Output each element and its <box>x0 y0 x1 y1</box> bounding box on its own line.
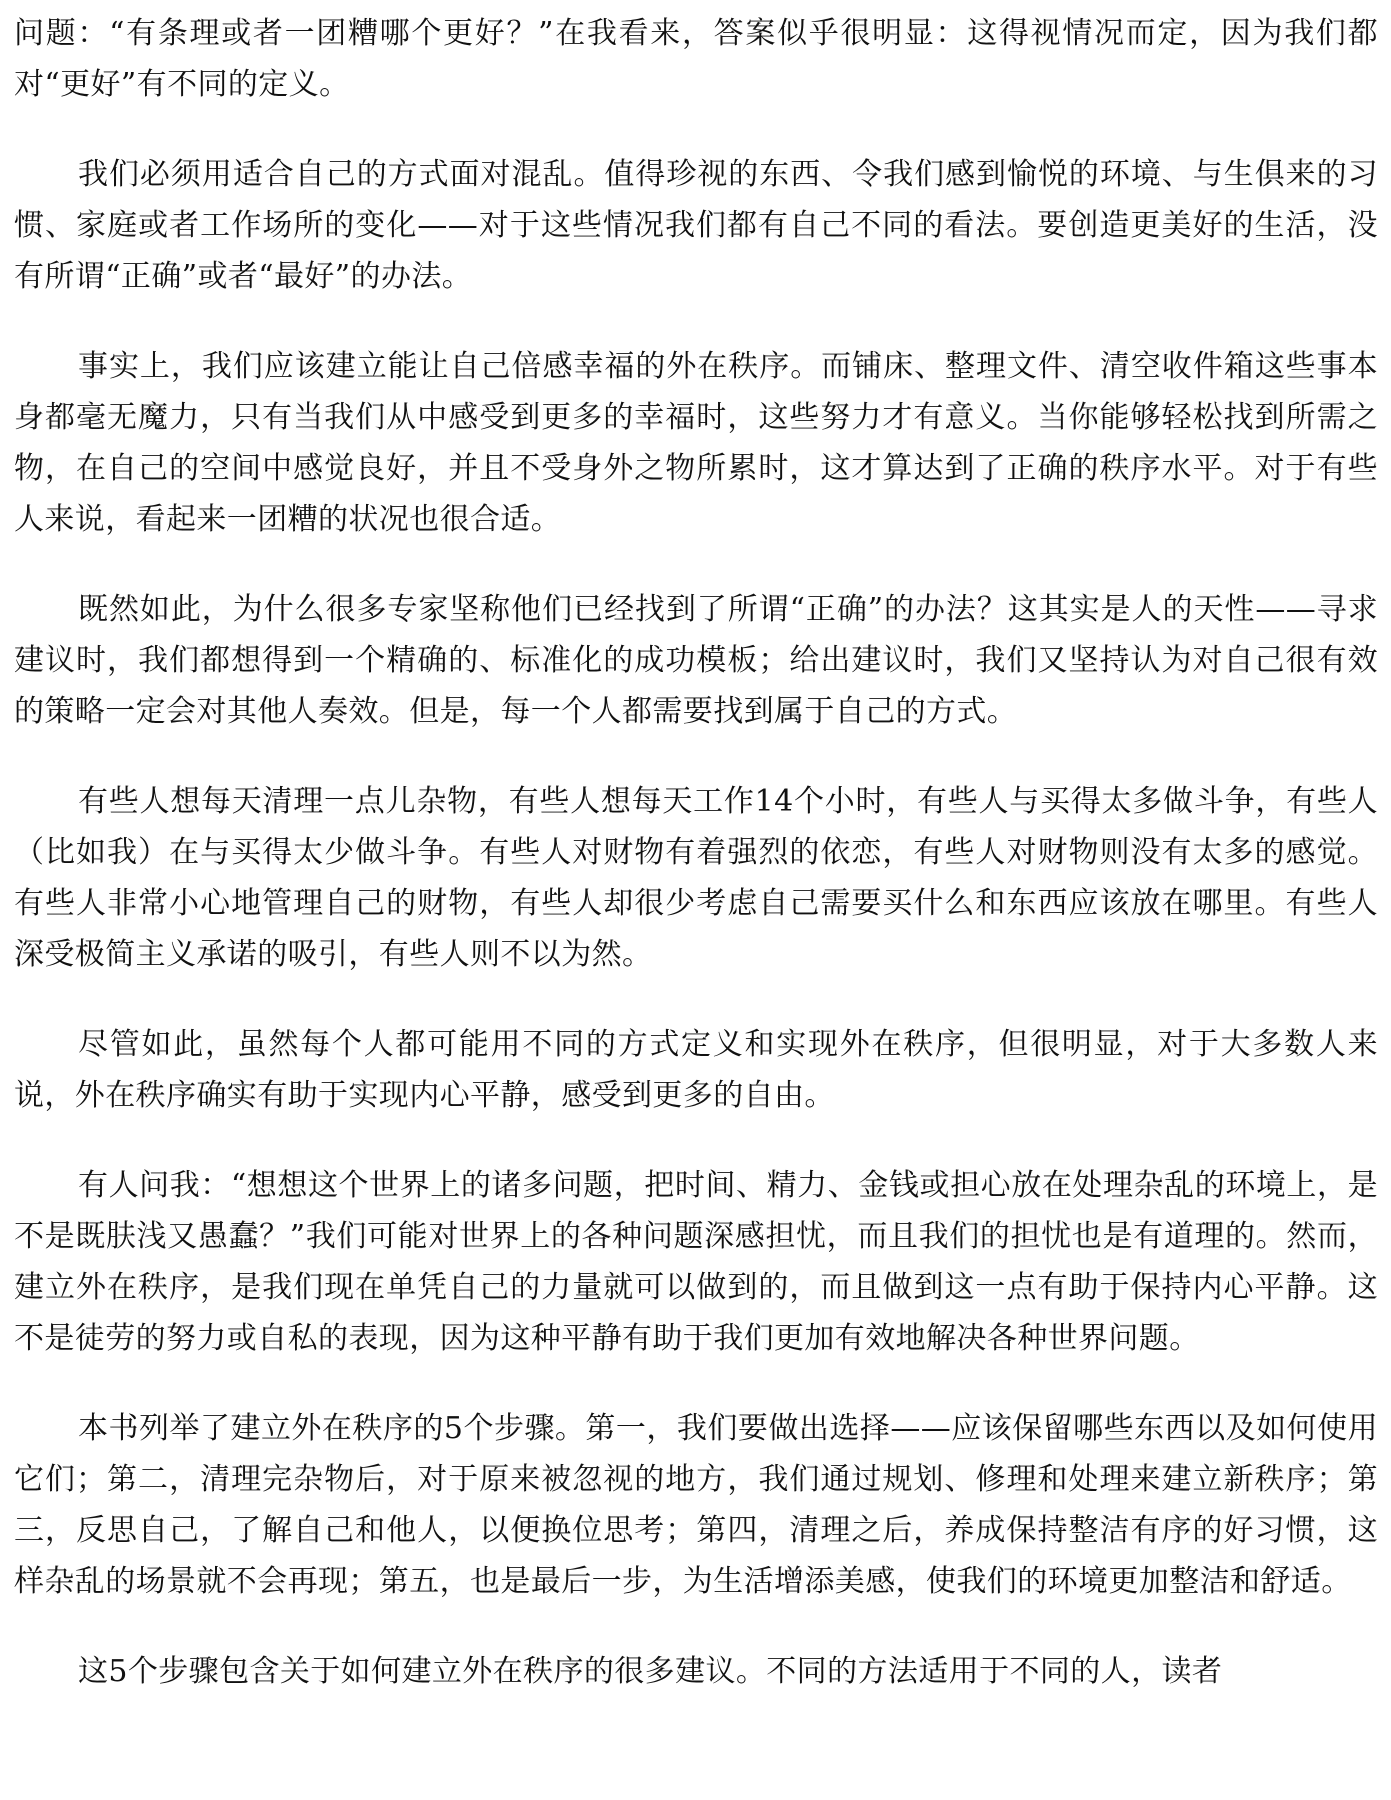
paragraph-3: 事实上，我们应该建立能让自己倍感幸福的外在秩序。而铺床、整理文件、清空收件箱这些事本身都毫无魔力，只有当我们从中感受到更多的幸福时，这些努力才有意义。当你能够轻松找到所需之物，在自己的空间中感觉良好，并且不受身外之物所累时，这才算达到了正确的秩序水平。对于有些人来说，看起来一团糟的状况也很合适。 <box>14 349 1378 537</box>
paragraph-2: 我们必须用适合自己的方式面对混乱。值得珍视的东西、令我们感到愉悦的环境、与生俱来的习惯、家庭或者工作场所的变化——对于这些情况我们都有自己不同的看法。要创造更美好的生活，没有所谓“正确”或者“最好”的办法。 <box>14 157 1378 294</box>
paragraph-9: 这5个步骤包含关于如何建立外在秩序的很多建议。不同的方法适用于不同的人，读者 <box>78 1654 1223 1689</box>
paragraph-8: 本书列举了建立外在秩序的5个步骤。第一，我们要做出选择——应该保留哪些东西以及如何使用它们；第二，清理完杂物后，对于原来被忽视的地方，我们通过规划、修理和处理来建立新秩序；第三，反思自己，了解自己和他人，以便换位思考；第四，清理之后，养成保持整洁有序的好习惯，这样杂乱的场景就不会再现；第五，也是最后一步，为生活增添美感，使我们的环境更加整洁和舒适。 <box>14 1411 1378 1599</box>
paragraph-4: 既然如此，为什么很多专家坚称他们已经找到了所谓“正确”的办法？这其实是人的天性——寻求建议时，我们都想得到一个精确的、标准化的成功模板；给出建议时，我们又坚持认为对自己很有效的策略一定会对其他人奏效。但是，每一个人都需要找到属于自己的方式。 <box>14 592 1378 729</box>
document-page <box>14 8 1378 1736</box>
paragraph-5: 有些人想每天清理一点儿杂物，有些人想每天工作14个小时，有些人与买得太多做斗争，有些人（比如我）在与买得太少做斗争。有些人对财物有着强烈的依恋，有些人对财物则没有太多的感觉。有些人非常小心地管理自己的财物，有些人却很少考虑自己需要买什么和东西应该放在哪里。有些人深受极简主义承诺的吸引，有些人则不以为然。 <box>14 784 1378 972</box>
paragraph-1: 问题：“有条理或者一团糟哪个更好？”在我看来，答案似乎很明显：这得视情况而定，因为我们都对“更好”有不同的定义。 <box>14 16 1378 102</box>
paragraph-6: 尽管如此，虽然每个人都可能用不同的方式定义和实现外在秩序，但很明显，对于大多数人来说，外在秩序确实有助于实现内心平静，感受到更多的自由。 <box>14 1027 1378 1113</box>
paragraph-7: 有人问我：“想想这个世界上的诸多问题，把时间、精力、金钱或担心放在处理杂乱的环境上，是不是既肤浅又愚蠢？”我们可能对世界上的各种问题深感担忧，而且我们的担忧也是有道理的。然而，建立外在秩序，是我们现在单凭自己的力量就可以做到的，而且做到这一点有助于保持内心平静。这不是徒劳的努力或自私的表现，因为这种平静有助于我们更加有效地解决各种世界问题。 <box>14 1168 1378 1356</box>
